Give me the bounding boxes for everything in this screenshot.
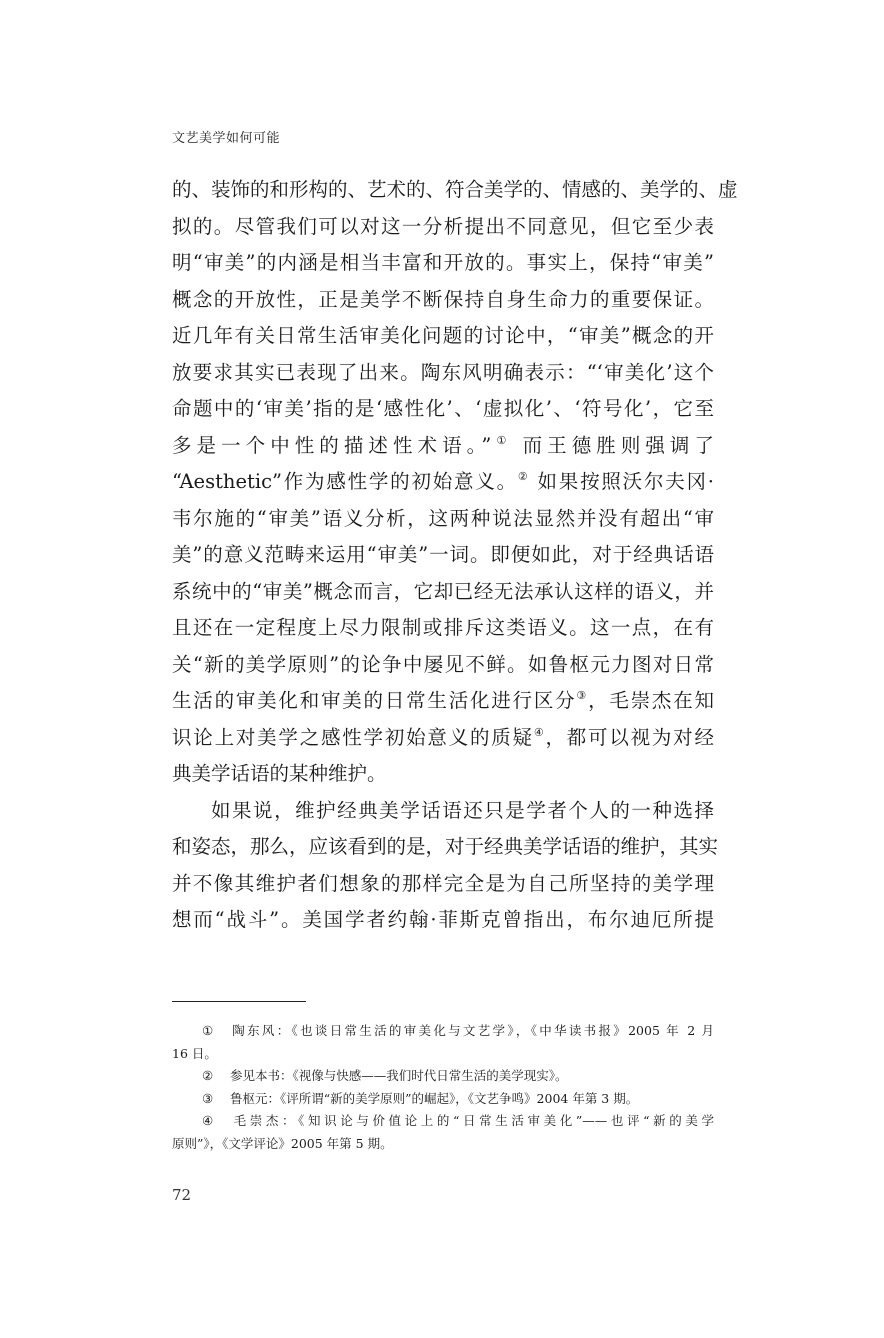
footnote-text: 陶东风：《也谈日常生活的审美化与文艺学》，《中华读书报》2005 年 2 月 — [230, 1023, 714, 1038]
running-header: 文艺美学如何可能 — [172, 131, 281, 146]
footnote-number: ① — [202, 1023, 214, 1038]
text-segment: 美”的意义范畴来运用“审美”一词。即便如此，对于经典话语 — [172, 543, 714, 566]
text-line — [172, 355, 714, 392]
main-text — [172, 172, 738, 939]
text-line — [172, 282, 714, 319]
text-line — [172, 464, 714, 501]
footnote-ref: ③ — [576, 689, 589, 702]
footnote-number: ② — [202, 1068, 214, 1083]
text-segment: 明“审美”的内涵是相当丰富和开放的。事实上，保持“审美” — [172, 251, 714, 274]
footnote-line — [172, 1020, 714, 1043]
text-segment: 如果说，维护经典美学话语还只是学者个人的一种选择 — [211, 798, 714, 822]
footnote-line — [172, 1065, 714, 1088]
footnote-text: 16 日。 — [172, 1045, 217, 1061]
text-segment: ，都可以视为对经 — [545, 725, 714, 749]
footnote-line — [172, 1088, 714, 1111]
text-segment: ，毛崇杰在知 — [588, 689, 714, 712]
text-line — [172, 829, 719, 866]
text-line — [172, 391, 714, 428]
footnote-text: 原则”》，《文学评论》2005 年第 5 期。 — [172, 1135, 393, 1151]
text-line — [172, 683, 714, 720]
text-segment: 典美学话语的某种维护。 — [172, 762, 387, 785]
text-segment: 生活的审美化和审美的日常生活化进行区分 — [172, 689, 577, 712]
text-segment: 识论上对美学之感性学初始意义的质疑 — [172, 725, 534, 749]
text-segment: 放要求其实已表现了出来。陶东风明确表示：“‘审美化’这个 — [172, 360, 714, 384]
footnote-number: ③ — [202, 1090, 214, 1106]
footnote-ref: ② — [517, 470, 530, 483]
text-segment: 的、装饰的和形构的、艺术的、符合美学的、情感的、美学的、虚 — [172, 178, 738, 201]
text-segment: “Aesthetic”作为感性学的初始意义。 — [172, 470, 518, 493]
footnote-text: 毛崇杰：《知识论与价值论上的“日常生活审美化”——也评“新的美学 — [230, 1113, 714, 1128]
footnote-number: ④ — [202, 1113, 214, 1128]
text-line — [172, 647, 714, 684]
text-segment: 想而“战斗”。美国学者约翰·菲斯克曾指出，布尔迪厄所提 — [172, 908, 714, 931]
text-segment: 概念的开放性，正是美学不断保持自身生命力的重要保证。 — [172, 287, 714, 311]
text-segment: 并不像其维护者们想象的那样完全是为自己所坚持的美学理 — [172, 871, 714, 895]
text-segment: 韦尔施的“审美”语义分析，这两种说法显然并没有超出“审 — [172, 506, 714, 530]
text-segment: 拟的。尽管我们可以对这一分析提出不同意见，但它至少表 — [172, 214, 714, 238]
text-segment: 如果按照沃尔夫冈· — [529, 470, 714, 493]
text-line — [172, 245, 714, 282]
footnotes — [172, 1020, 714, 1155]
text-segment: 且还在一定程度上尽力限制或排斥这类语义。这一点，在有 — [172, 616, 714, 639]
footnote-line — [172, 1110, 714, 1133]
footnote-text: 鲁枢元：《评所谓“新的美学原则”的崛起》，《文艺争鸣》2004 年第 3 期。 — [230, 1090, 639, 1106]
text-segment: 而王德胜则强调了 — [511, 433, 714, 457]
text-line — [172, 793, 714, 830]
text-line — [172, 610, 714, 647]
text-line — [172, 318, 714, 355]
text-segment: 命题中的‘审美’指的是‘感性化’、‘虚拟化’、‘符号化’，它至 — [172, 397, 714, 420]
footnote-line — [172, 1043, 714, 1066]
text-line — [172, 209, 714, 246]
footnote-text: 参见本书：《视像与快感——我们时代日常生活的美学现实》。 — [230, 1068, 568, 1083]
footnote-separator — [172, 1001, 306, 1002]
text-segment: 关“新的美学原则”的论争中屡见不鲜。如鲁枢元力图对日常 — [172, 652, 714, 676]
text-line — [172, 756, 714, 793]
text-line — [172, 720, 714, 757]
text-line — [172, 501, 714, 538]
text-segment: 系统中的“审美”概念而言，它却已经无法承认这样的语义，并 — [172, 579, 714, 603]
text-line — [172, 172, 738, 209]
text-line — [172, 428, 714, 465]
text-segment: 多是一个中性的描述性术语。” — [172, 433, 492, 457]
text-segment: 近几年有关日常生活审美化问题的讨论中，“审美”概念的开 — [172, 324, 714, 347]
text-line — [172, 537, 714, 574]
text-line — [172, 866, 714, 903]
footnote-line — [172, 1133, 714, 1156]
page-number: 72 — [172, 1186, 192, 1204]
footnote-ref: ① — [491, 433, 512, 447]
text-line — [172, 574, 714, 611]
text-line — [172, 902, 714, 939]
footnote-ref: ④ — [533, 725, 546, 739]
text-segment: 和姿态，那么，应该看到的是，对于经典美学话语的维护，其实 — [172, 835, 719, 858]
